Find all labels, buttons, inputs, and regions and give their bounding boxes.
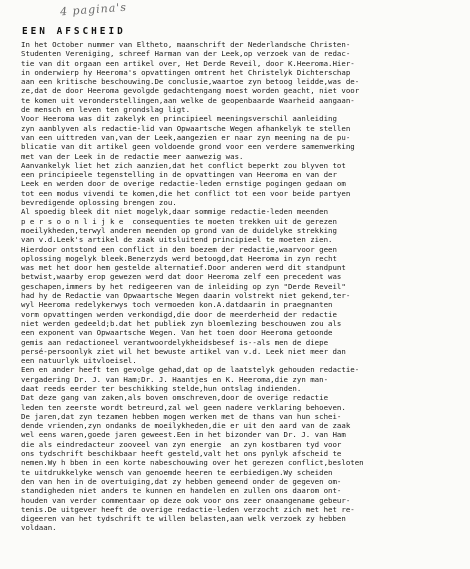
- text-line: moeilykheden,terwyl anderen meenden op grond van de duidelyke strekking: [21, 225, 337, 235]
- text-line: bevredigende oplossing brengen zou.: [21, 198, 177, 208]
- handwritten-note: 4 pagina's: [59, 0, 128, 19]
- text-line: niet werden gedeeld;b.dat het publiek zyn bloemlezing beschouwen zou als: [21, 318, 342, 328]
- text-line: wel eens waren,goede jaren geweest.Een in het bizonder van Dr. J. van Ham: [21, 430, 346, 440]
- text-line: Al spoedig bleek dit niet mogelyk,daar sommige redactie-leden meenden: [21, 207, 329, 217]
- text-line: aan een kritische beschouwing.De conclusie,waartoe zyn betoog leidde,was de-: [21, 77, 360, 87]
- text-line: tenis.De uitgever heeft de overige redactie-leden verzocht zich met het re-: [21, 504, 355, 514]
- text-line: blicatie van dit artikel geen voldoende grond voor een verdere samenwerking: [21, 142, 355, 152]
- text-line: standigheden niet anders te kunnen en handelen en zullen ons daarom ont-: [21, 486, 342, 496]
- text-line: een principieele tegenstelling in de opvattingen van Heeroma en van der: [21, 170, 337, 180]
- text-line: een exponent van Opwaartsche Wegen. Van het toen door Heeroma getoonde: [21, 328, 333, 338]
- document-heading: EEN AFSCHEID: [22, 26, 126, 37]
- text-line: Hierdoor ontstond een conflict in den boezem der redactie,waarvoor geen: [21, 244, 337, 254]
- text-line: In het October nummer van Eltheto, maanschrift der Nederlandsche Christen-: [21, 40, 351, 49]
- text-line: Studenten Vereniging, schreef Harman van der Leek,op verzoek van de redac-: [21, 49, 351, 59]
- text-line: met van der Leek in de redactie meer aanwezig was.: [21, 151, 244, 161]
- text-line: Dat deze gang van zaken,als boven omschreven,door de overige redactie: [21, 393, 329, 403]
- text-line: leden ten zeerste wordt betreurd,zal wel geen nadere verklaring behoeven.: [21, 402, 346, 412]
- text-line: Aanvankelyk liet het zich aanzien,dat het conflict beperkt zou blyven tot: [21, 160, 346, 170]
- text-line: te uitdrukkelyke wensch van genoemde heeren te eerbiedigen.Wy scheiden: [21, 467, 333, 477]
- text-line: den van hen in de overtuiging,dat zy hebben gemeend onder de gegeven om-: [21, 476, 342, 486]
- text-line: tot een modus vivendi te komen,die het conflict tot een voor beide partyen: [21, 188, 351, 198]
- text-line: daat reeds eerder ter beschikking stelde,hun ontslag indienden.: [21, 383, 302, 393]
- text-line: tie van dit orgaan een artikel over, Het Derde Reveil, door K.Heeroma.Hier-: [21, 58, 355, 68]
- text-line: ze,dat de door Heeroma gevolgde gedachtengang moest worden geacht, niet voor: [21, 86, 360, 96]
- text-line: voldaan.: [21, 523, 57, 533]
- text-line: oplossing mogelyk bleek.Benerzyds werd betoogd,dat Heeroma in zyn recht: [21, 253, 337, 263]
- text-line: geschapen,immers by het redigeeren van de inleiding op zyn "Derde Reveil": [21, 281, 346, 291]
- text-line: de mensch en leven ten grondslag ligt.: [21, 105, 191, 115]
- document-body: [21, 40, 457, 533]
- text-line: Voor Heeroma was dit zakelyk en principieel meeningsverschil aanleiding: [21, 114, 337, 124]
- text-line: van een uittreden van,van der Leek,aangezien er naar zyn meening na de pu-: [21, 132, 351, 142]
- text-line: betwist,waarby erop gewezen werd dat door Heeroma zelf een precedent was: [21, 272, 342, 282]
- text-line: De jaren,dat zyn tezamen hebben mogen werken met de thans van hun schei-: [21, 411, 342, 421]
- text-line: die als eindredacteur zooveel van zyn energie an zyn kostbaren tyd voor: [21, 439, 342, 449]
- text-line: digeeren van het tydschrift te willen belasten,aan welk verzoek zy hebben: [21, 514, 346, 524]
- text-line: vergadering Dr. J. van Ham;Dr. J. Haantjes en K. Heeroma,die zyn man-: [21, 374, 329, 384]
- text-line: p e r s o o n l i j k e consequenties te moeten trekken uit de gerezen: [21, 216, 337, 226]
- text-line: zyn aanblyven als redactie-lid van Opwaartsche Wegen afhankelyk te stellen: [21, 123, 351, 133]
- text-line: persé-persoonlyk ziet wil het bewuste artikel van v.d. Leek niet meer dan: [21, 346, 346, 356]
- text-line: dende vrienden,zyn ondanks de moeilykheden,die er uit den aard van de zaak: [21, 421, 351, 431]
- text-line: houden van verder commentaar op deze ook voor ons zeer onaangename gebeur-: [21, 495, 351, 505]
- text-line: een natuurlyk uitvloeisel.: [21, 356, 137, 366]
- text-line: ons tydschrift beschikbaar heeft gesteld,valt het ons pynlyk afscheid te: [21, 449, 342, 459]
- text-line: gemis aan redactioneel verantwoordelykheidsbesef is--als men de diepe: [21, 337, 329, 347]
- text-line: van v.d.Leek's artikel de zaak uitsluitend principieel te moeten zien.: [21, 235, 333, 245]
- text-line: Leek en werden door de overige redactie-leden ernstige pogingen gedaan om: [21, 179, 346, 189]
- text-line: had hy de Redactie van Opwaartsche Wegen daarin volstrekt niet gekend,ter-: [21, 291, 351, 301]
- text-line: nemen.Wy h bben in een korte nabeschouwing over het gerezen conflict,besloten: [21, 458, 364, 468]
- text-line: in onderwierp hy Heeroma's opvattingen omtrent het Christelyk Dichterschap: [21, 67, 351, 77]
- text-line: vorm opvattingen werden verkondigd,die door de meerderheid der redactie: [21, 309, 337, 319]
- text-line: Een en ander heeft ten gevolge gehad,dat op de laatstelyk gehouden redactie-: [21, 365, 360, 375]
- text-line: was met het door hem gestelde alternatief.Door anderen werd dit standpunt: [21, 263, 346, 273]
- text-line: wyl Heeroma redelykerwys toch vermoeden kon.A.datdaarin in praegnanten: [21, 300, 333, 310]
- text-line: te komen uit veronderstellingen,aan welke de geopenbaarde Waarheid aangaan-: [21, 95, 355, 105]
